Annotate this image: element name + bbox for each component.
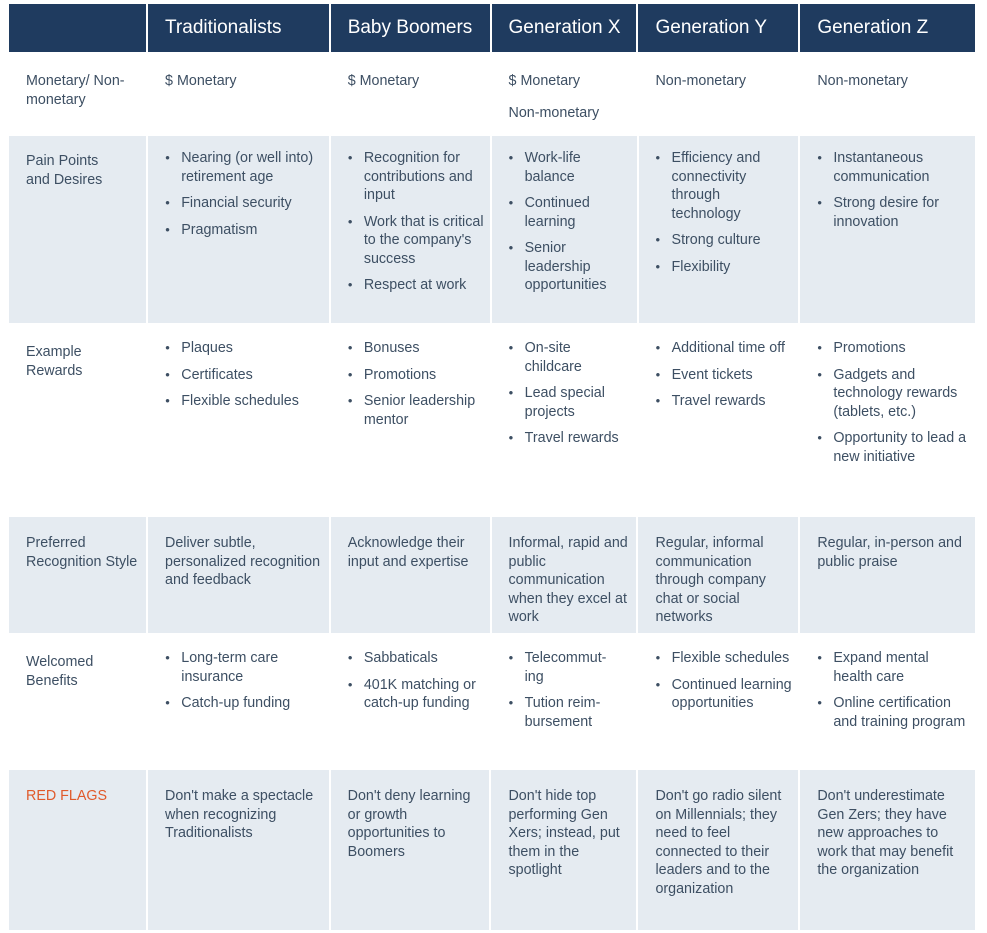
- list-item: • Work-life balance: [509, 149, 631, 186]
- cell-text: Don't make a spectacle when recognizing Traditionalists: [165, 788, 314, 841]
- list-item: • Pragmatism: [165, 221, 323, 240]
- table-cell: [639, 636, 799, 767]
- table-cell: [492, 55, 637, 133]
- cell-text: $ Monetary: [508, 73, 581, 89]
- cell-text: Don't go radio silent on Millennials; they need to feel connected to their leaders and to the organization: [655, 788, 782, 897]
- table-cell: [148, 326, 329, 514]
- list-item: • Instantaneous communication: [817, 149, 969, 186]
- list-item: • Gadgets and technology rewards (tablets, etc.): [817, 366, 969, 422]
- cell-text: Don't underestimate Gen Zers; they have new approaches to work that may benefit the organization: [817, 788, 954, 878]
- table-cell: [492, 326, 637, 514]
- list-item: • Expand mental health care: [817, 649, 969, 686]
- list-item: • Opportunity to lead a new initiative: [817, 429, 969, 466]
- header-row: [9, 4, 975, 52]
- list-item: • Telecommut-ing: [509, 649, 617, 686]
- table-cell: [639, 326, 799, 514]
- list-item: • Certificates: [165, 366, 323, 385]
- list-item: • Tution reim-bursement: [509, 694, 617, 731]
- bullet-list: [656, 339, 793, 411]
- list-item: • Efficiency and connectivity through technology: [656, 149, 793, 223]
- list-item: • Plaques: [165, 339, 323, 358]
- generations-table: [9, 4, 975, 933]
- list-item: • Flexibility: [656, 258, 793, 277]
- list-item: • Promotions: [348, 366, 484, 385]
- bullet-list: [817, 649, 969, 731]
- list-item: • Travel rewards: [509, 429, 631, 448]
- list-item: • Nearing (or well into) retirement age: [165, 149, 323, 186]
- table-cell: [148, 770, 329, 930]
- list-item: • Event tickets: [656, 366, 793, 385]
- cell-text: Regular, informal communication through company chat or social networks: [655, 535, 766, 625]
- table-cell: [331, 770, 490, 930]
- table-cell: [492, 517, 637, 633]
- table-cell: [148, 636, 329, 767]
- table-cell: [148, 136, 329, 323]
- list-item: • Strong culture: [656, 231, 793, 250]
- bullet-list: [348, 649, 484, 713]
- list-item: • Online certification and training program: [817, 694, 969, 731]
- table-cell: [800, 136, 975, 323]
- bullet-list: [509, 149, 631, 295]
- list-item: • Long-term care insurance: [165, 649, 323, 686]
- list-item: • Continued learning opportunities: [656, 676, 793, 713]
- table-cell: [492, 636, 637, 767]
- table-cell: [800, 326, 975, 514]
- table-cell: [331, 55, 490, 133]
- table-cell: [800, 770, 975, 930]
- list-item: • Travel rewards: [656, 392, 793, 411]
- header-corner: [9, 4, 146, 52]
- list-item: • Additional time off: [656, 339, 793, 358]
- table-cell: [331, 636, 490, 767]
- table-cell: [148, 55, 329, 133]
- header-generation-y: Generation Y: [638, 4, 798, 52]
- list-item: • Sabbaticals: [348, 649, 484, 668]
- bullet-list: [348, 149, 484, 295]
- header-traditionalists: Traditionalists: [148, 4, 329, 52]
- list-item: • Catch-up funding: [165, 694, 323, 713]
- bullet-list: [348, 339, 484, 429]
- table-cell: [638, 517, 798, 633]
- list-item: • Bonuses: [348, 339, 484, 358]
- list-item: • Respect at work: [348, 276, 484, 295]
- row-red-flags: [9, 770, 975, 930]
- row-label: Preferred Recognition Style: [9, 517, 146, 633]
- table-cell: [639, 136, 799, 323]
- row-label: Monetary/ Non-monetary: [9, 55, 146, 133]
- list-item: • On-site childcare: [509, 339, 631, 376]
- row-label-red-flags: RED FLAGS: [9, 770, 146, 930]
- cell-text: Don't hide top performing Gen Xers; instead, put them in the spotlight: [508, 788, 620, 878]
- bullet-list: [165, 649, 323, 713]
- list-item: • Promotions: [817, 339, 969, 358]
- bullet-list: [165, 339, 323, 411]
- row-label: Pain Points and Desires: [9, 136, 146, 323]
- row-label: Example Rewards: [9, 326, 146, 514]
- list-item: • 401K matching or catch-up funding: [348, 676, 484, 713]
- table-cell: [331, 136, 490, 323]
- cell-text: Non-monetary: [508, 104, 600, 121]
- row-monetary: [9, 55, 975, 133]
- list-item: • Work that is critical to the company's success: [348, 213, 484, 269]
- list-item: • Lead special projects: [509, 384, 631, 421]
- row-welcomed-benefits: [9, 636, 975, 767]
- list-item: • Strong desire for innovation: [817, 194, 969, 231]
- list-item: • Flexible schedules: [656, 649, 793, 668]
- list-item: • Senior leadership mentor: [348, 392, 484, 429]
- header-generation-x: Generation X: [492, 4, 637, 52]
- table-cell: [800, 55, 975, 133]
- row-pain-points: [9, 136, 975, 323]
- list-item: • Recognition for contributions and input: [348, 149, 484, 205]
- cell-text: Informal, rapid and public communication when they excel at work: [508, 535, 628, 625]
- table-cell: [331, 326, 490, 514]
- cell-text: Deliver subtle, personalized recognition and feedback: [165, 535, 321, 588]
- cell-text: $ Monetary: [347, 73, 420, 89]
- header-generation-z: Generation Z: [800, 4, 975, 52]
- cell-text: Non-monetary: [655, 73, 747, 89]
- row-label: Welcomed Benefits: [9, 636, 146, 767]
- cell-text: Don't deny learning or growth opportunities to Boomers: [347, 788, 471, 860]
- bullet-list: [656, 149, 793, 276]
- bullet-list: [509, 339, 631, 448]
- bullet-list: [509, 649, 617, 731]
- table-cell: [491, 770, 636, 930]
- bullet-list: [656, 649, 793, 713]
- table-cell: [800, 517, 975, 633]
- cell-text: Acknowledge their input and expertise: [347, 535, 469, 570]
- table-cell: [638, 55, 798, 133]
- table-cell: [492, 136, 637, 323]
- list-item: • Flexible schedules: [165, 392, 323, 411]
- row-recognition-style: [9, 517, 975, 633]
- row-example-rewards: [9, 326, 975, 514]
- table-cell: [148, 517, 329, 633]
- bullet-list: [165, 149, 323, 239]
- list-item: • Senior leadership opportunities: [509, 239, 631, 295]
- cell-text: Regular, in-person and public praise: [817, 535, 962, 570]
- table-cell: [800, 636, 975, 767]
- list-item: • Continued learning: [509, 194, 631, 231]
- cell-text: $ Monetary: [165, 73, 237, 89]
- header-baby-boomers: Baby Boomers: [331, 4, 490, 52]
- list-item: • Financial security: [165, 194, 323, 213]
- bullet-list: [817, 149, 969, 231]
- bullet-list: [817, 339, 969, 466]
- table-cell: [331, 517, 490, 633]
- table-cell: [638, 770, 798, 930]
- cell-text: Non-monetary: [817, 73, 908, 89]
